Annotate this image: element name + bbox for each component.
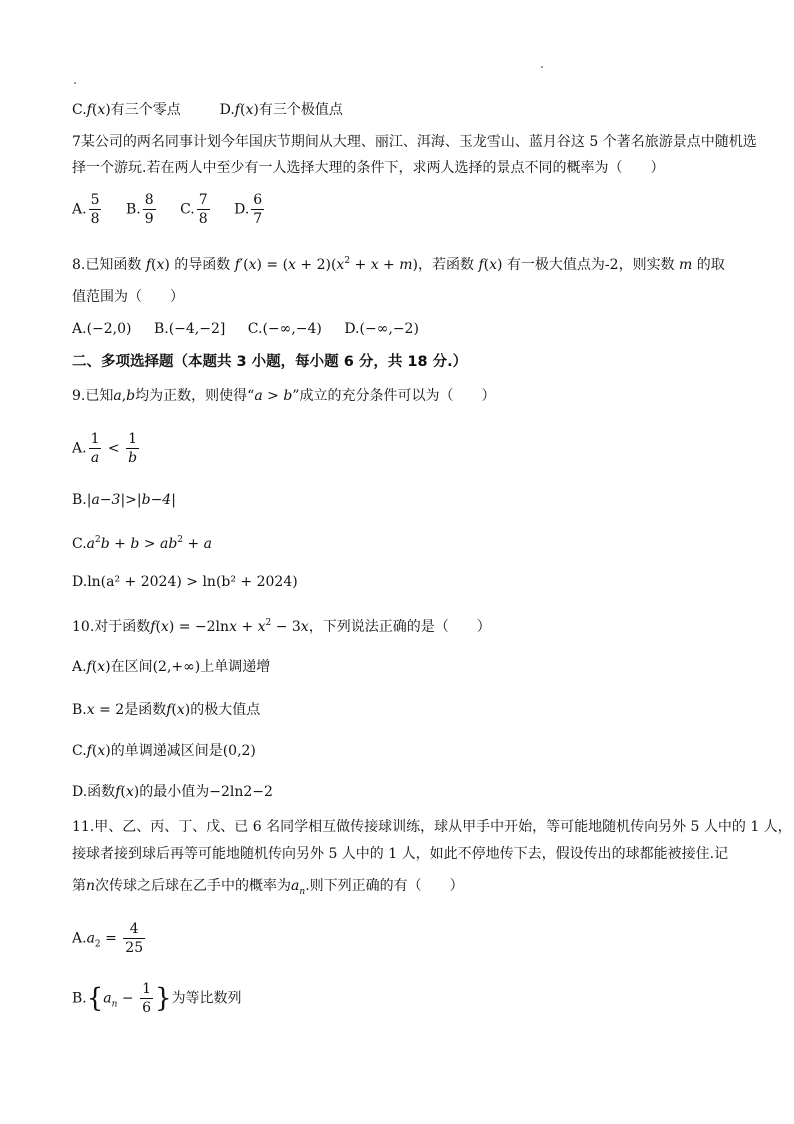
scan-speck: [74, 82, 76, 84]
q7-stem-line-1: 7某公司的两名同事计划今年国庆节期间从大理、丽江、洱海、玉龙雪山、蓝月谷这 5 个著名旅游景点中随机选: [72, 134, 757, 150]
q6-option-c: C.f(x)有三个零点: [72, 102, 181, 118]
q7-option-d: D. $\frac{6}{7}$: [234, 192, 263, 227]
q8-option-b: B.(−4,−2]: [153, 321, 226, 337]
q10-option-d: D.函数f(x)的最小值为−2ln2−2: [72, 784, 273, 800]
q8-options: [72, 322, 437, 336]
q10-option-a: A.f(x)在区间(2,+∞)上单调递增: [72, 659, 271, 675]
q8-option-c: C.(−∞,−4): [247, 321, 322, 337]
q9-option-b: B.|a−3|>|b−4|: [72, 492, 176, 508]
q9-stem: 9.已知a,b均为正数，则使得“a > b”成立的充分条件可以为（ ）: [72, 388, 496, 404]
q7-option-c: C. $\frac{7}{8}$: [180, 192, 208, 227]
q10-stem: 10.对于函数$f(x) = -2\ln x + x^2 - 3x$，下列说法正确的是（ ）: [72, 618, 491, 635]
q11-option-b: $B.\{a_n$ − $\frac{1}{6}$ }为等比数列: [72, 981, 242, 1016]
q7-option-a: A. $\frac{5}{8}$: [72, 192, 100, 227]
q6-options-cd: [72, 103, 343, 117]
q11-option-a: $A.a_2$ = $\frac{4}{25}$: [72, 921, 144, 956]
q9-option-d: D.ln(a² + 2024) > ln(b² + 2024): [72, 574, 298, 590]
section-2-title: 二、多项选择题（本题共 3 小题，每小题 6 分，共 18 分.）: [72, 354, 468, 370]
q8-stem-line-2: 值范围为（ ）: [72, 289, 184, 305]
q11-stem-line-1: 11.甲、乙、丙、丁、戊、已 6 名同学相互做传接球训练，球从甲手中开始，等可能地随机传向另外 5 人中的 1 人，: [72, 819, 792, 835]
q7-options: [72, 193, 284, 226]
q8-option-a: A.(−2,0): [72, 321, 132, 337]
q8-stem-line-1: 8.已知函数 f(x) 的导函数 $f'(x) = (x + 2)(x^2 + x + m)$，若函数 f(x) 有一极大值点为-2，则实数 m 的取: [72, 256, 725, 273]
q7-stem-line-2: 择一个游玩.若在两人中至少有一人选择大理的条件下，求两人选择的景点不同的概率为（ ）: [72, 160, 665, 176]
q6-option-d: D.f(x)有三个极值点: [219, 102, 343, 118]
q8-option-d: D.(−∞,−2): [344, 321, 419, 337]
scan-speck: [541, 66, 543, 68]
q7-option-b: B. $\frac{8}{9}$: [125, 192, 154, 227]
q9-option-a: A. $\frac{1}{a}$ < $\frac{1}{b}$: [72, 431, 138, 466]
q9-option-c: $C.a^2b + b > ab^2 + a$: [72, 535, 213, 552]
q10-option-b: B.x = 2是函数f(x)的极大值点: [72, 702, 261, 718]
q11-stem-line-3: 第n次传球之后球在乙手中的概率为$a_n$.则下列正确的有（ ）: [72, 878, 464, 897]
q10-option-c: C.f(x)的单调递减区间是(0,2): [72, 743, 256, 759]
q11-stem-line-2: 接球者接到球后再等可能地随机传向另外 5 人中的 1 人，如此不停地传下去，假设传出的球都能被接住.记: [72, 846, 729, 862]
